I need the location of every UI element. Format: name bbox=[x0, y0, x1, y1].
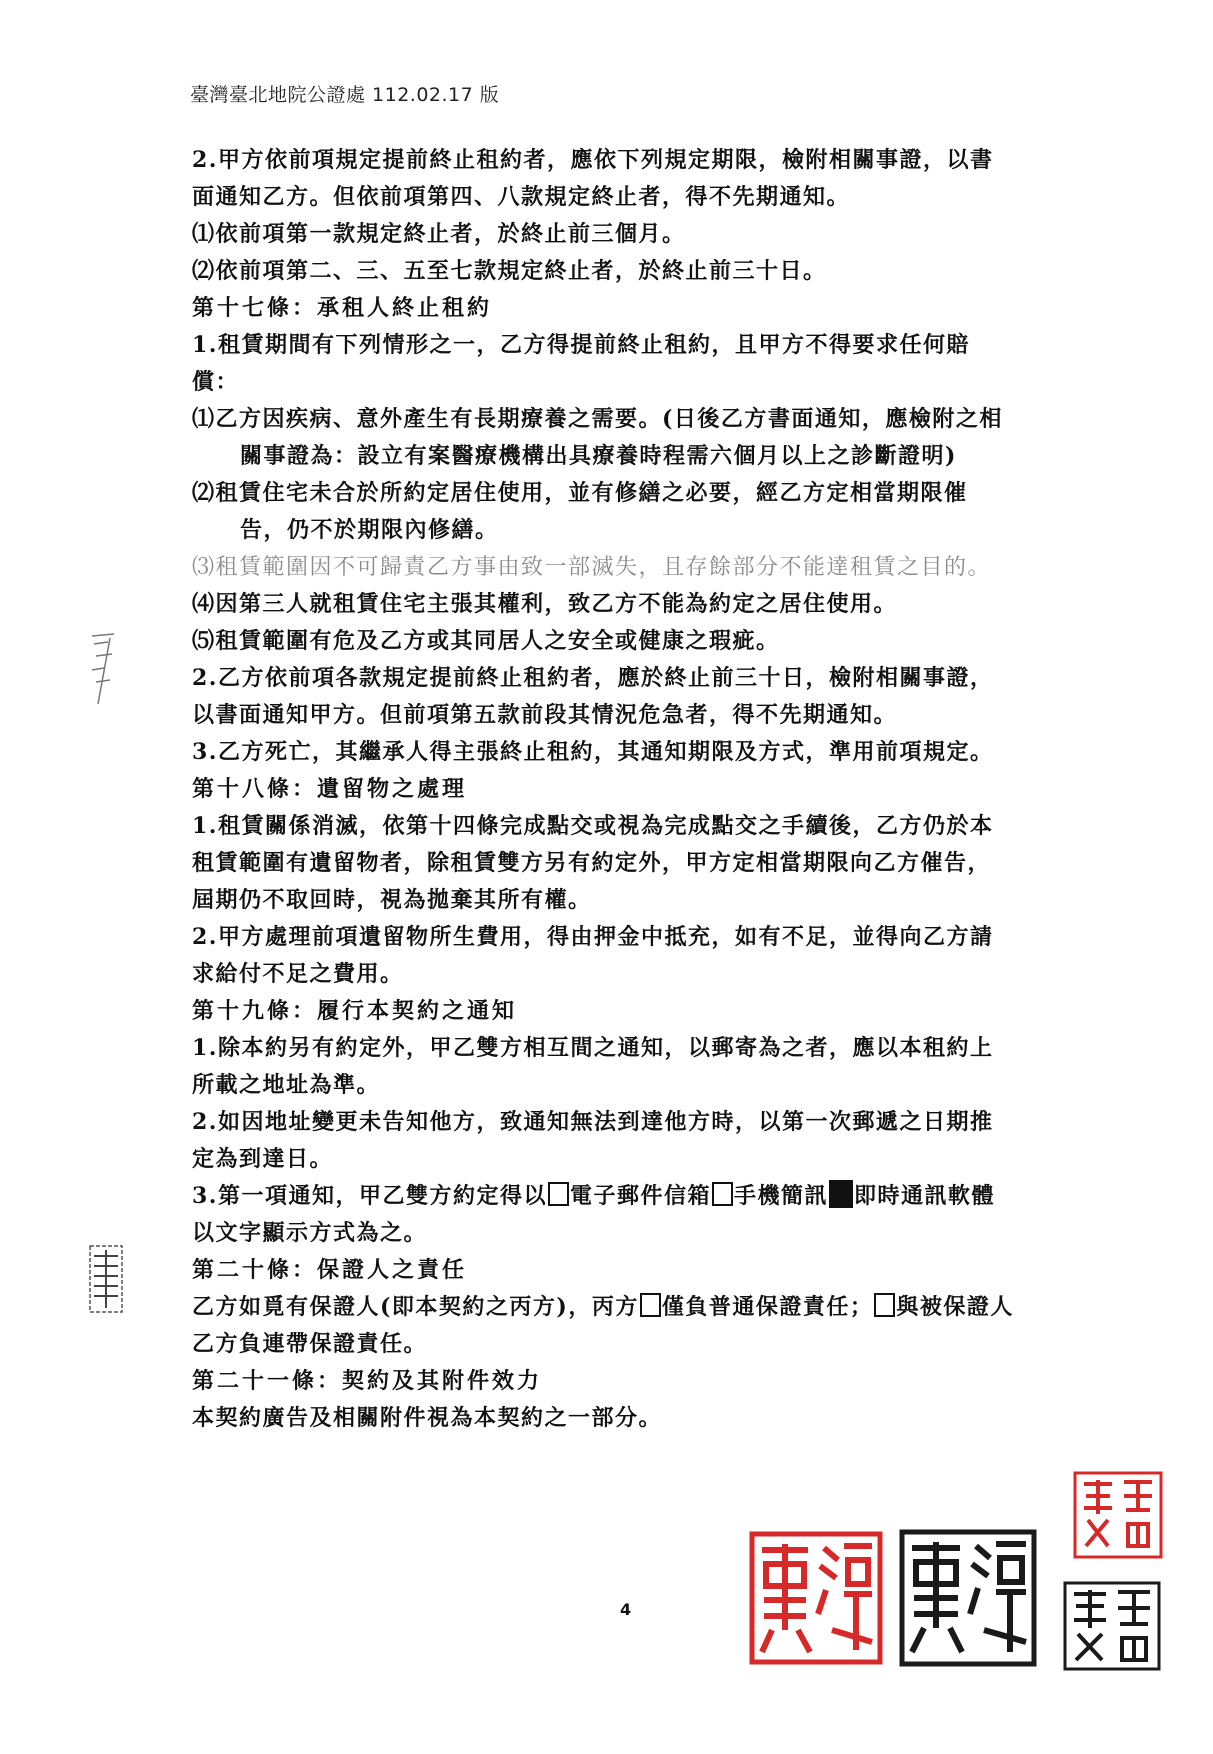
checkbox-option-label: 乙方如覓有保證人(即本契約之丙方)，丙方 bbox=[192, 1294, 639, 1320]
margin-seal-mark-upper bbox=[86, 630, 120, 710]
page-number: 4 bbox=[620, 1600, 632, 1619]
text-line: 所載之地址為準。 bbox=[192, 1072, 381, 1098]
checkbox-option-label: 僅負普通保證責任； bbox=[661, 1294, 874, 1320]
checkbox-option-label: 即時通訊軟體 bbox=[854, 1183, 996, 1209]
text-line: ⑵依前項第二、三、五至七款規定終止者，於終止前三十日。 bbox=[192, 258, 827, 284]
checkbox-option-label: 與被保證人 bbox=[896, 1294, 1014, 1320]
text-line: 屆期仍不取回時，視為拋棄其所有權。 bbox=[192, 887, 592, 913]
black-seal-stamp-small bbox=[1062, 1580, 1162, 1672]
text-line: ⑸租賃範圍有危及乙方或其同居人之安全或健康之瑕疵。 bbox=[192, 628, 780, 654]
checked-checkbox bbox=[829, 1180, 853, 1208]
text-line: 2.乙方依前項各款規定提前終止租約者，應於終止前三十日，檢附相關事證， bbox=[192, 665, 994, 691]
checkbox bbox=[874, 1293, 895, 1317]
checkbox bbox=[712, 1182, 733, 1206]
document-header: 臺灣臺北地院公證處 112.02.17 版 bbox=[190, 84, 500, 106]
article-heading: 第十九條：履行本契約之通知 bbox=[192, 998, 518, 1024]
checkbox-line bbox=[192, 1178, 1042, 1215]
black-seal-stamp-large bbox=[898, 1528, 1038, 1668]
text-line: 以書面通知甲方。但前項第五款前段其情況危急者，得不先期通知。 bbox=[192, 702, 898, 728]
text-line: 關事證為：設立有案醫療機構出具療養時程需六個月以上之診斷證明) bbox=[240, 443, 957, 469]
text-line: 定為到達日。 bbox=[192, 1146, 334, 1172]
checkbox-option-label: 3.第一項通知，甲乙雙方約定得以 bbox=[192, 1183, 547, 1209]
checkbox-option-label: 手機簡訊 bbox=[733, 1183, 828, 1209]
text-line: 償： bbox=[192, 369, 240, 395]
checkbox bbox=[548, 1182, 569, 1206]
article-heading: 第十七條：承租人終止租約 bbox=[192, 295, 493, 321]
checkbox-option-label: 電子郵件信箱 bbox=[569, 1183, 711, 1209]
text-line: 2.甲方處理前項遺留物所生費用，得由押金中抵充，如有不足，並得向乙方請 bbox=[192, 924, 994, 950]
text-line: 面通知乙方。但依前項第四、八款規定終止者，得不先期通知。 bbox=[192, 184, 851, 210]
red-seal-stamp-large bbox=[748, 1530, 884, 1666]
article-heading: 第二十條：保證人之責任 bbox=[192, 1257, 468, 1283]
text-line: ⑵租賃住宅未合於所約定居住使用，並有修繕之必要，經乙方定相當期限催 bbox=[192, 480, 968, 506]
text-line: 以文字顯示方式為之。 bbox=[192, 1220, 428, 1246]
text-line: ⑴依前項第一款規定終止者，於終止前三個月。 bbox=[192, 221, 686, 247]
text-line: 本契約廣告及相關附件視為本契約之一部分。 bbox=[192, 1405, 663, 1431]
text-line: 求給付不足之費用。 bbox=[192, 961, 404, 987]
contract-body bbox=[192, 142, 1042, 1437]
checkbox-line bbox=[192, 1289, 1042, 1326]
text-line: 2.如因地址變更未告知他方，致通知無法到達他方時，以第一次郵遞之日期推 bbox=[192, 1109, 994, 1135]
text-line: 1.租賃關係消滅，依第十四條完成點交或視為完成點交之手續後，乙方仍於本 bbox=[192, 813, 994, 839]
red-seal-stamp-small bbox=[1072, 1470, 1164, 1560]
text-line: 1.租賃期間有下列情形之一，乙方得提前終止租約，且甲方不得要求任何賠 bbox=[192, 332, 970, 358]
article-heading: 第十八條：遺留物之處理 bbox=[192, 776, 468, 802]
text-line: ⑴乙方因疾病、意外產生有長期療養之需要。(日後乙方書面通知，應檢附之相 bbox=[192, 406, 1003, 432]
article-heading: 第二十一條：契約及其附件效力 bbox=[192, 1368, 543, 1394]
text-line: 3.乙方死亡，其繼承人得主張終止租約，其通知期限及方式，準用前項規定。 bbox=[192, 739, 994, 765]
text-line: 乙方負連帶保證責任。 bbox=[192, 1331, 428, 1357]
text-line: 租賃範圍有遺留物者，除租賃雙方另有約定外，甲方定相當期限向乙方催告， bbox=[192, 850, 992, 876]
checkbox bbox=[640, 1293, 661, 1317]
text-line: 告，仍不於期限內修繕。 bbox=[240, 517, 499, 543]
text-line: ⑷因第三人就租賃住宅主張其權利，致乙方不能為約定之居住使用。 bbox=[192, 591, 898, 617]
text-line: 2.甲方依前項規定提前終止租約者，應依下列規定期限，檢附相關事證，以書 bbox=[192, 147, 994, 173]
text-line: ⑶租賃範圍因不可歸責乙方事由致一部滅失，且存餘部分不能達租賃之目的。 bbox=[192, 555, 992, 580]
margin-seal-mark-lower bbox=[84, 1242, 130, 1320]
text-line: 1.除本約另有約定外，甲乙雙方相互間之通知，以郵寄為之者，應以本租約上 bbox=[192, 1035, 994, 1061]
